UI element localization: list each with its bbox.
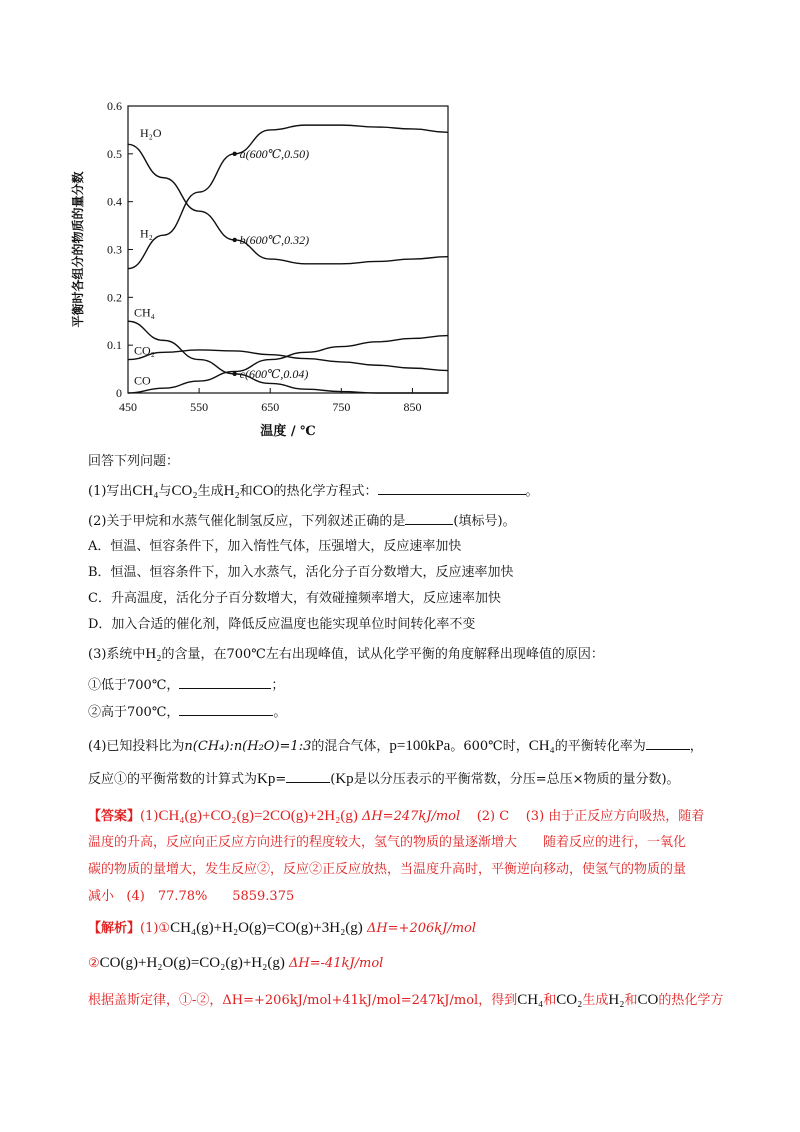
option-c: C．升高温度，活化分子百分数增大，有效碰撞频率增大，反应速率加快 bbox=[88, 591, 501, 606]
analysis-hess-text: 根据盖斯定律，①-②，ΔH=+206kJ/mol+41kJ/mol=247kJ/mol，得到 bbox=[88, 993, 518, 1008]
option-b: B．恒温、恒容条件下，加入水蒸气，活化分子百分数增大，反应速率加快 bbox=[88, 565, 514, 580]
annotation-label: a(600℃,0.50) bbox=[239, 146, 310, 161]
q1-co: CO bbox=[252, 483, 274, 499]
analysis-co2: CO₂ bbox=[556, 992, 583, 1008]
answer-line-2: 温度的升高，反应向正反应方向进行的程度较大，氢气的物质的量逐渐增大 随着反应的进行，一氧化 bbox=[88, 835, 687, 850]
q4-pressure: p=100kPa bbox=[389, 738, 451, 754]
q1-text-e: 的热化学方程式： bbox=[273, 484, 378, 499]
analysis-ch4: CH₄ bbox=[517, 992, 544, 1008]
q4-end: ， bbox=[689, 739, 703, 754]
question-4 bbox=[88, 735, 703, 757]
q4-conversion-blank[interactable] bbox=[646, 735, 690, 750]
y-tick-label: 0.3 bbox=[107, 242, 122, 257]
analysis-1-prefix: (1)① bbox=[140, 921, 171, 936]
annotation-point bbox=[232, 238, 236, 242]
q1-answer-blank[interactable] bbox=[378, 480, 526, 495]
q3b-end: 。 bbox=[273, 705, 287, 720]
analysis-tail: 的热化学方 bbox=[658, 993, 724, 1008]
q4-text-d: 的平衡转化率为 bbox=[554, 739, 646, 754]
analysis-h2: H₂ bbox=[608, 992, 625, 1008]
q1-text-c: 生成 bbox=[197, 484, 224, 499]
question-2 bbox=[88, 510, 516, 532]
analysis-enthalpy-1: ΔH=+206kJ/mol bbox=[366, 921, 477, 936]
analysis-and-2: 和 bbox=[624, 993, 638, 1008]
q3b-answer-blank[interactable] bbox=[179, 701, 273, 716]
question-4b bbox=[88, 768, 680, 790]
option-d: D．加入合适的催化剂，降低反应温度也能实现单位时间转化率不变 bbox=[88, 617, 476, 632]
analysis-line-1 bbox=[88, 918, 476, 939]
answer-1-enthalpy: ΔH=247kJ/mol bbox=[361, 809, 461, 824]
analysis-equation-2: CO(g)+H₂O(g)=CO₂(g)+H₂(g) bbox=[99, 955, 285, 971]
answer-line-3: 碳的物质的量增大，发生反应②，反应②正反应放热，当温度升高时，平衡逆向移动，使氢气的物质的量 bbox=[88, 862, 687, 877]
q1-ch4: CH₄ bbox=[132, 483, 159, 499]
analysis-heading: 【解析】 bbox=[88, 921, 141, 936]
q3-text-a: (3)系统中 bbox=[88, 647, 146, 662]
q1-co2: CO₂ bbox=[171, 483, 198, 499]
y-tick-label: 0.5 bbox=[107, 146, 122, 161]
q4-ch4: CH₄ bbox=[528, 738, 555, 754]
q4-kp-blank[interactable] bbox=[286, 768, 330, 783]
q1-text-b: 与 bbox=[158, 484, 172, 499]
q4b-kp-2: Kp bbox=[335, 771, 354, 787]
intro-text: 回答下列问题： bbox=[88, 454, 180, 469]
answer-4-conversion: (4) 77.78% bbox=[126, 889, 208, 904]
answer-line-4 bbox=[88, 887, 294, 907]
q2-tail: (填标号)。 bbox=[453, 514, 516, 529]
annotation-label: b(600℃,0.32) bbox=[239, 232, 310, 247]
answer-2: (2) C bbox=[476, 809, 510, 824]
y-tick-label: 0.2 bbox=[107, 290, 122, 305]
answer-3-start: (3) 由于正反应方向吸热，随着 bbox=[525, 809, 705, 824]
analysis-line-2 bbox=[88, 953, 383, 974]
question-3a bbox=[88, 674, 284, 696]
question-3b bbox=[88, 701, 286, 723]
q4b-text-d: 是以分压表示的平衡常数，分压=总压×物质的量分数)。 bbox=[353, 772, 680, 787]
q4-text-b: 的混合气体， bbox=[311, 739, 390, 754]
y-tick-label: 0.4 bbox=[107, 194, 122, 209]
series-label-h2o: H₂O bbox=[140, 126, 162, 141]
question-3 bbox=[88, 644, 604, 665]
option-a: A．恒温、恒容条件下，加入惰性气体，压强增大，反应速率加快 bbox=[88, 539, 462, 554]
q1-text-a: (1)写出 bbox=[88, 484, 133, 499]
q3-text-b: 的含量，在700℃左右出现峰值，试从化学平衡的角度解释出现峰值的原因： bbox=[161, 647, 604, 662]
y-tick-label: 0.6 bbox=[107, 99, 122, 113]
y-tick-label: 0.1 bbox=[107, 338, 122, 353]
equilibrium-chart bbox=[60, 88, 460, 450]
q3a-end: ； bbox=[271, 678, 285, 693]
question-1 bbox=[88, 480, 539, 502]
answer-3-end: 减小 bbox=[88, 889, 115, 904]
q1-text-d: 和 bbox=[239, 484, 253, 499]
y-tick-label: 0 bbox=[116, 386, 122, 400]
analysis-line-3 bbox=[88, 990, 723, 1011]
q4-text-a: (4)已知投料比为 bbox=[88, 739, 185, 754]
analysis-generate: 生成 bbox=[582, 993, 609, 1008]
q2-stem: (2)关于甲烷和水蒸气催化制氢反应，下列叙述正确的是 bbox=[88, 514, 406, 529]
annotation-point bbox=[232, 152, 236, 156]
annotation-label: c(600℃,0.04) bbox=[239, 366, 309, 381]
answer-1-prefix: (1) bbox=[140, 809, 159, 824]
x-tick-label: 750 bbox=[332, 400, 351, 414]
q4b-kp: Kp bbox=[257, 771, 276, 787]
x-tick-label: 550 bbox=[190, 400, 209, 414]
q4-text-c: 。600℃时， bbox=[450, 739, 529, 754]
q3b-text: ②高于700℃， bbox=[88, 705, 180, 720]
x-axis-label: 温度 / ℃ bbox=[260, 424, 316, 439]
q4b-equals: = bbox=[275, 772, 287, 787]
answer-4-kp: 5859.375 bbox=[232, 889, 295, 904]
x-tick-label: 450 bbox=[119, 400, 137, 414]
answer-line-1 bbox=[88, 806, 704, 827]
y-axis-label: 平衡时各组分的物质的量分数 bbox=[71, 171, 85, 328]
answer-heading: 【答案】 bbox=[88, 809, 141, 824]
x-tick-label: 650 bbox=[261, 400, 280, 414]
series-label-co: CO bbox=[134, 373, 151, 388]
annotation-point bbox=[232, 372, 236, 376]
analysis-co: CO bbox=[637, 992, 659, 1008]
series-label-co2: CO₂ bbox=[134, 343, 155, 358]
series-label-ch4: CH₄ bbox=[134, 305, 155, 320]
analysis-and-1: 和 bbox=[543, 993, 557, 1008]
analysis-2-prefix: ② bbox=[88, 956, 100, 971]
analysis-enthalpy-2: ΔH=-41kJ/mol bbox=[289, 956, 384, 971]
q3-h2: H₂ bbox=[145, 646, 162, 662]
q4-ratio: n(CH₄):n(H₂O)=1:3 bbox=[184, 739, 312, 754]
answer-1-equation: CH₄(g)+CO₂(g)=2CO(g)+2H₂(g) bbox=[158, 808, 358, 824]
series-label-h2: H₂ bbox=[140, 226, 153, 241]
analysis-equation-1: CH₄(g)+H₂O(g)=CO(g)+3H₂(g) bbox=[170, 920, 363, 936]
q2-answer-blank[interactable] bbox=[405, 510, 453, 525]
q1-end: 。 bbox=[525, 484, 539, 499]
q3a-text: ①低于700℃， bbox=[88, 678, 180, 693]
x-tick-label: 850 bbox=[403, 400, 422, 414]
q4b-paren: ( bbox=[330, 772, 336, 787]
q4b-text-a: 反应①的平衡常数的计算式为 bbox=[88, 772, 258, 787]
q1-h2: H₂ bbox=[223, 483, 240, 499]
q3a-answer-blank[interactable] bbox=[179, 674, 271, 689]
